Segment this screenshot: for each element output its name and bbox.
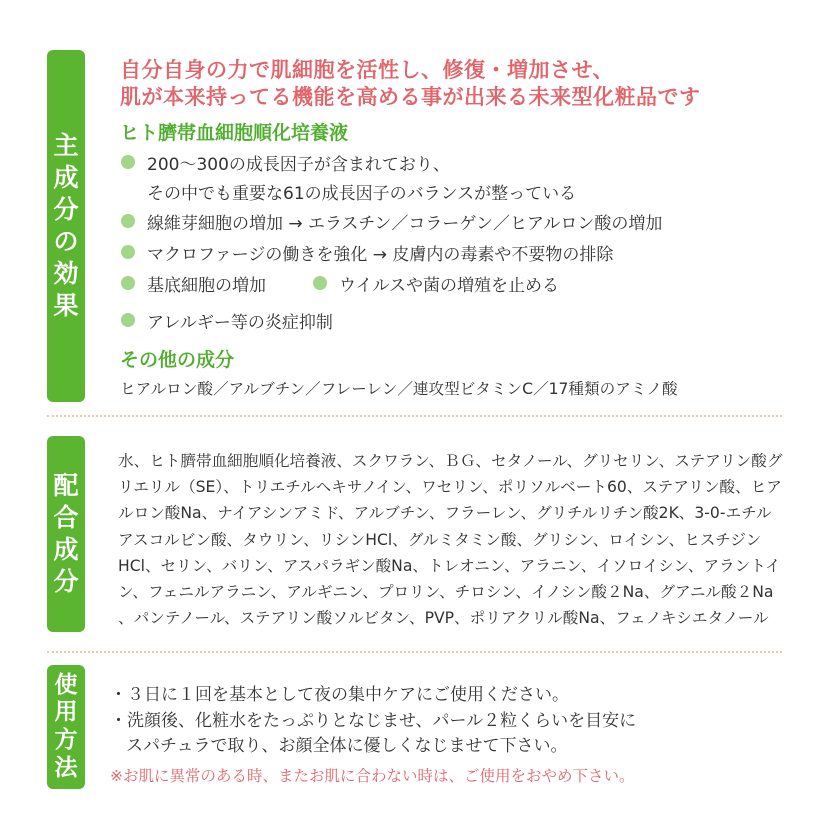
effect-item-fibroblast: 線維芽細胞の増加 → エラスチン／コラーゲン／ヒアルロン酸の増加 [147,214,663,234]
tab-char: 分 [53,567,79,596]
ingredient-line: HCl、セリン、バリン、アスパラギン酸Na、トレオニン、アラニン、イソロイシン、アラントイ [118,556,781,575]
section-tab-usage [47,665,85,789]
ingredient-line: ルロン酸Na、ナイアシンアミド、アルブチン、フラーレン、グリチルリチン酸2K、3-0-エチル [118,504,772,523]
usage-step-1: ・３日に１回を基本として夜の集中ケアにご使用ください。 [110,685,569,705]
ingredient-list [118,448,788,631]
effect-item-growth-factors: 200～300の成長因子が含まれており、 [147,155,450,175]
effect-item-basal-cells: 基底細胞の増加 [147,276,266,296]
ingredient-line: ン、フェニルアラニン、アルギニン、プロリン、チロシン、イノシン酸２Na、グアニル酸２Na [118,583,774,602]
tab-char: 分 [53,195,79,224]
tab-char: 成 [53,535,79,564]
bullet-icon [121,155,135,169]
main-ingredient-title: ヒト臍帯血細胞順化培養液 [120,122,349,144]
bullet-icon [121,276,135,290]
headline-line-2: 肌が本来持ってる機能を高める事が出来る未来型化粧品です [120,85,701,109]
ingredient-line: 水、ヒト臍帯血細胞順化培養液、スクワラン、ＢＧ、セタノール、グリセリン、ステアリン酸グ [118,452,783,470]
tab-char: 方 [54,727,78,753]
tab-char: 果 [53,291,79,320]
tab-char: 効 [53,259,79,288]
effect-item-allergy: アレルギー等の炎症抑制 [147,313,333,333]
section-divider [47,651,782,653]
tab-char: 合 [53,503,79,532]
tab-char: 主 [53,131,79,160]
tab-char: 使 [54,671,78,698]
ingredient-line: 、パンテノール、ステアリン酸ソルビタン、PVP、ポリアクリル酸Na、フェノキシエタノール [118,609,769,628]
usage-warning: ※お肌に異常のある時、またお肌に合わない時は、ご使用をおやめ下さい。 [110,767,635,785]
tab-char: の [53,227,79,256]
section-tab-ingredients [47,436,85,632]
tab-char: 成 [53,163,79,192]
headline-line-1: 自分自身の力で肌細胞を活性し、修復・増加させ、 [120,58,614,82]
section-tab-effects [47,50,85,402]
bullet-icon [121,214,135,228]
usage-step-2: ・洗顔後、化粧水をたっぷりとなじませ、パール２粒くらいを目安に [110,711,637,731]
ingredient-line: アスコルビン酸、タウリン、リシンHCl、グルミタミン酸、グリシン、ロイシン、ヒスチジン [118,530,762,549]
effect-item-growth-factors-cont: その中でも重要な61の成長因子のバランスが整っている [147,184,577,204]
bullet-icon [313,276,327,290]
tab-char: 配 [53,471,79,500]
effect-item-macrophage: マクロファージの働きを強化 → 皮膚内の毒素や不要物の排除 [147,245,614,265]
other-ingredients-list: ヒアルロン酸／アルブチン／フレーレン／連攻型ビタミンC／17種類のアミノ酸 [120,380,678,398]
usage-step-2-cont: スパチュラで取り、お顔全体に優しくなじませて下さい。 [126,736,568,756]
effect-item-virus: ウイルスや菌の増殖を止める [339,276,559,296]
bullet-icon [121,313,135,327]
section-divider [47,415,782,417]
tab-char: 用 [54,699,78,726]
tab-char: 法 [54,754,78,781]
other-ingredients-title: その他の成分 [120,349,235,371]
bullet-icon [121,245,135,259]
ingredient-line: リエリル（SE）、トリエチルヘキサノイン、ワセリン、ポリソルベート60、ステアリン酸、ヒア [118,478,782,497]
